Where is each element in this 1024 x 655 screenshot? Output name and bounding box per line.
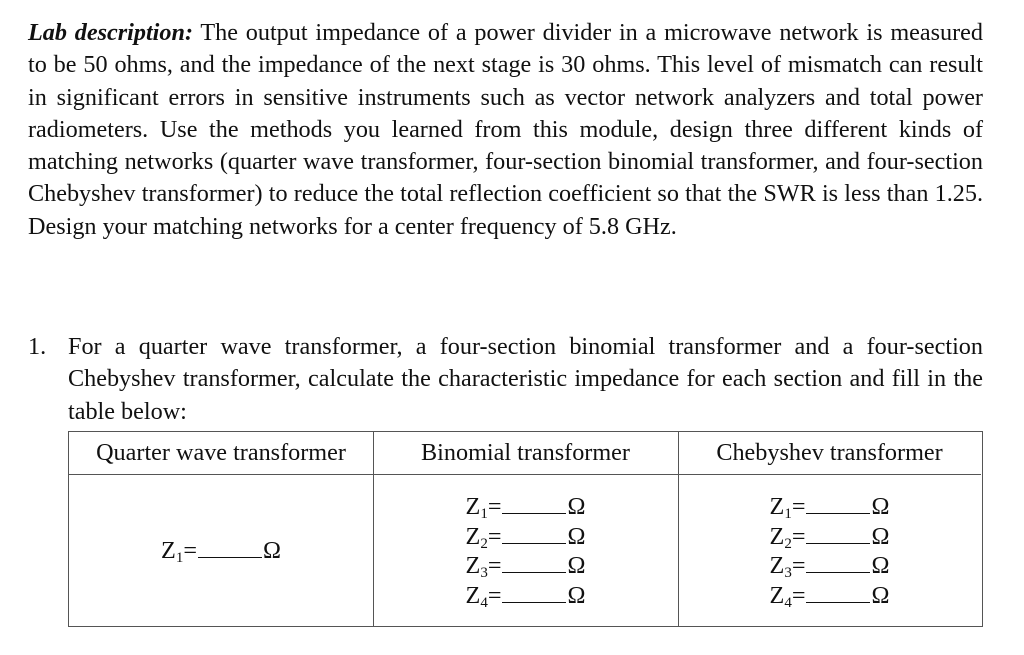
cell-quarter-wave xyxy=(69,476,373,626)
binomial-z3-input[interactable] xyxy=(502,554,566,573)
impedance-row xyxy=(466,492,586,522)
impedance-row xyxy=(770,551,890,581)
chebyshev-z3-input[interactable] xyxy=(806,554,870,573)
chebyshev-z1-input[interactable] xyxy=(806,495,870,514)
equals-sign: = xyxy=(487,581,502,609)
impedance-label: $Z_4$ xyxy=(465,581,488,611)
equals-sign: = xyxy=(487,493,502,520)
equals-sign: = xyxy=(791,581,806,609)
impedance-z1-input[interactable] xyxy=(198,539,262,558)
equals-sign: = xyxy=(791,493,806,520)
binomial-z4-input[interactable] xyxy=(502,584,566,603)
ohm-unit: Ω xyxy=(871,552,890,579)
impedance-label: $Z_1$ xyxy=(769,493,792,522)
ohm-unit: Ω xyxy=(567,552,586,579)
equals-sign: = xyxy=(791,522,806,550)
lab-description-paragraph xyxy=(28,17,983,243)
impedance-label: $Z_4$ xyxy=(769,581,792,611)
header-quarter-wave: Quarter wave transformer xyxy=(69,432,373,475)
impedance-row xyxy=(466,551,586,581)
header-binomial: Binomial transformer xyxy=(373,432,678,475)
impedance-label: $Z_3$ xyxy=(769,552,792,581)
quarter-wave-impedance-list xyxy=(161,536,281,566)
impedance-label: $Z_2$ xyxy=(465,522,488,552)
impedance-label: $Z_2$ xyxy=(769,522,792,552)
equals-sign: = xyxy=(487,522,502,550)
ohm-unit: Ω xyxy=(567,522,586,550)
impedance-label: $Z_1$ xyxy=(465,493,488,522)
question-1 xyxy=(28,331,983,428)
binomial-z2-input[interactable] xyxy=(502,525,566,544)
equals-sign: = xyxy=(183,537,197,565)
binomial-impedance-list xyxy=(466,492,586,610)
equals-sign: = xyxy=(487,552,502,579)
equals-sign: = xyxy=(791,552,806,579)
impedance-row xyxy=(161,536,281,566)
impedance-row xyxy=(770,492,890,522)
impedance-label: $Z_1$ xyxy=(161,537,184,567)
ohm-unit: Ω xyxy=(567,493,586,520)
impedance-table xyxy=(68,431,983,627)
ohm-unit: Ω xyxy=(871,581,890,609)
cell-chebyshev xyxy=(678,476,981,626)
impedance-row xyxy=(466,581,586,611)
lab-description-text: The output impedance of a power divider in a microwave network is measured to be 50 ohms, and the impedance of the next stage is 30 ohms. This level of mismatch can result in significant errors in sensitive instruments such as vector network analyzers and total power radiometers. Use the methods you learned from this module, design three different kinds of matching networks (quarter wave transformer, four-section binomial transformer, and four-section Chebyshev transformer) to reduce the total reflection coefficient so that the SWR is less than 1.25. Design your matching networks for a center frequency of 5.8 GHz. xyxy=(28,19,983,240)
ohm-unit: Ω xyxy=(871,493,890,520)
binomial-z1-input[interactable] xyxy=(502,495,566,514)
impedance-row xyxy=(466,522,586,552)
chebyshev-impedance-list xyxy=(770,492,890,610)
impedance-row xyxy=(770,581,890,611)
ohm-unit: Ω xyxy=(262,537,281,565)
question-text: For a quarter wave transformer, a four-section binomial transformer and a four-section Chebyshev transformer, calculate the characteristic impedance for each section and fill in the table below: xyxy=(68,333,983,425)
impedance-label: $Z_3$ xyxy=(465,552,488,581)
header-chebyshev: Chebyshev transformer xyxy=(678,432,981,475)
chebyshev-z4-input[interactable] xyxy=(806,584,870,603)
lab-description-heading: Lab description: xyxy=(28,19,194,46)
question-number: 1. xyxy=(28,333,47,360)
ohm-unit: Ω xyxy=(871,522,890,550)
chebyshev-z2-input[interactable] xyxy=(806,525,870,544)
cell-binomial xyxy=(373,476,678,626)
ohm-unit: Ω xyxy=(567,581,586,609)
impedance-row xyxy=(770,522,890,552)
